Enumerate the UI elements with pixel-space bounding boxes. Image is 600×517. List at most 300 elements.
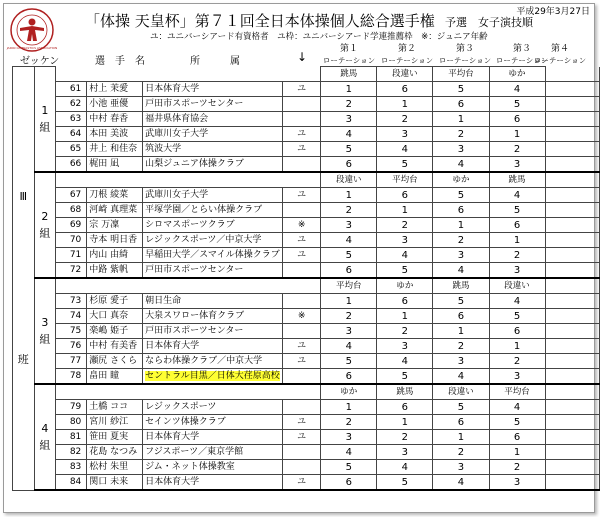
affiliation-text: セインツ体操クラブ: [145, 416, 226, 427]
start-order: 6: [489, 324, 545, 339]
apparatus-label: 平均台: [489, 384, 545, 400]
eligibility-mark: ユ: [283, 430, 321, 445]
athlete-name: 刀根 綾菜: [87, 188, 143, 203]
athlete-row: [13, 188, 600, 203]
eligibility-mark: [283, 112, 321, 127]
athlete-affiliation: [143, 294, 283, 309]
start-order: 3: [489, 263, 545, 279]
start-order: 4: [377, 248, 433, 263]
athlete-affiliation: [143, 475, 283, 491]
rotation-4-empty: [545, 188, 599, 203]
start-order: 1: [377, 97, 433, 112]
apparatus-empty: [545, 67, 599, 82]
group-number: 3: [41, 316, 49, 329]
start-order: 3: [321, 430, 377, 445]
athlete-row: [13, 248, 600, 263]
bib-number: 82: [56, 445, 87, 460]
athlete-affiliation: [143, 203, 283, 218]
start-order: 2: [377, 218, 433, 233]
rotation-4-empty: [545, 97, 599, 112]
start-order: 2: [489, 142, 545, 157]
start-order: 6: [321, 263, 377, 279]
athlete-row: [13, 415, 600, 430]
group-label: 組: [39, 227, 51, 240]
start-order: 6: [321, 369, 377, 385]
athlete-affiliation: [143, 127, 283, 142]
start-order: 4: [321, 127, 377, 142]
apparatus-empty: [545, 172, 599, 188]
start-order: 4: [433, 157, 489, 173]
athlete-name: 梶田 凪: [87, 157, 143, 173]
group-number: 1: [41, 104, 49, 117]
start-order: 1: [433, 324, 489, 339]
squad-label: 班: [17, 353, 29, 367]
athlete-name: 井上 和佳奈: [87, 142, 143, 157]
eligibility-mark: ユ: [283, 475, 321, 491]
affiliation-text: 朝日生命: [145, 295, 182, 306]
affiliation-text: 武庫川女子大学: [145, 128, 209, 139]
start-order: 3: [377, 339, 433, 354]
affiliation-text: レジックスポーツ／中京大学: [145, 234, 262, 245]
start-order: 1: [321, 82, 377, 97]
apparatus-label: 平均台: [433, 67, 489, 82]
eligibility-mark: [283, 400, 321, 415]
start-order: 6: [377, 188, 433, 203]
athlete-row: [13, 218, 600, 233]
group-cell: [34, 384, 56, 490]
apparatus-label: 平均台: [321, 278, 377, 294]
start-order: 1: [433, 430, 489, 445]
start-order: 4: [489, 82, 545, 97]
rotation-4-empty: [545, 475, 599, 491]
rotation-4-empty: [545, 339, 599, 354]
athlete-affiliation: [143, 157, 283, 173]
start-order: 3: [377, 233, 433, 248]
athlete-affiliation: [143, 339, 283, 354]
athlete-row: [13, 475, 600, 491]
start-order: 5: [321, 354, 377, 369]
start-order: 2: [433, 445, 489, 460]
eligibility-mark: ユ: [283, 415, 321, 430]
group-label: 組: [39, 439, 51, 452]
bib-number: 63: [56, 112, 87, 127]
start-order: 5: [433, 400, 489, 415]
name-header: 選 手 名: [95, 56, 145, 67]
affiliation-text: 戸田市スポーツセンター: [145, 264, 244, 275]
start-order-table: [12, 66, 600, 491]
start-order: 5: [489, 203, 545, 218]
eligibility-mark: [283, 294, 321, 309]
affiliation-text: 平塚学園／とらい体操クラブ: [145, 204, 263, 215]
rotation-4-empty: [545, 82, 599, 97]
athlete-row: [13, 430, 600, 445]
athlete-affiliation: [143, 324, 283, 339]
start-order: 2: [433, 339, 489, 354]
start-order: 3: [321, 218, 377, 233]
bib-header: ゼッケン: [20, 56, 60, 67]
athlete-row: [13, 112, 600, 127]
group-cell: [34, 67, 56, 173]
athlete-row: [13, 445, 600, 460]
start-order: 1: [377, 309, 433, 324]
start-order: 1: [489, 445, 545, 460]
start-order: 6: [377, 400, 433, 415]
athlete-row: [13, 369, 600, 385]
affiliation-header: 所 属: [190, 56, 240, 67]
affiliation-text: 武庫川女子大学: [145, 189, 209, 200]
start-order: 2: [321, 415, 377, 430]
start-order: 4: [377, 460, 433, 475]
start-order: 2: [377, 324, 433, 339]
start-order: 2: [377, 112, 433, 127]
eligibility-mark: [283, 157, 321, 173]
apparatus-row: [13, 278, 600, 294]
affiliation-text: 福井県体育協会: [145, 113, 209, 124]
apparatus-label: 段違い: [377, 67, 433, 82]
start-order: 1: [433, 218, 489, 233]
start-order: 3: [433, 142, 489, 157]
bib-number: 76: [56, 339, 87, 354]
eligibility-mark: ※: [283, 218, 321, 233]
start-order: 2: [321, 97, 377, 112]
start-order: 2: [321, 203, 377, 218]
bib-number: 79: [56, 400, 87, 415]
apparatus-empty: [545, 384, 599, 400]
rotation-4-empty: [545, 218, 599, 233]
bib-number: 61: [56, 82, 87, 97]
affiliation-text: 日本体育大学: [145, 83, 200, 94]
eligibility-mark: [283, 203, 321, 218]
start-order: 5: [433, 82, 489, 97]
group-number: 2: [41, 210, 49, 223]
group-cell: [34, 172, 56, 278]
athlete-affiliation: [143, 460, 283, 475]
athlete-affiliation: [143, 354, 283, 369]
start-order: 1: [433, 112, 489, 127]
athlete-affiliation: [143, 218, 283, 233]
start-order: 4: [433, 263, 489, 279]
apparatus-label: 段違い: [433, 384, 489, 400]
athlete-name: 宮川 紗江: [87, 415, 143, 430]
start-order: 4: [489, 400, 545, 415]
eligibility-mark: ユ: [283, 142, 321, 157]
athlete-name: 花島 なつみ: [87, 445, 143, 460]
start-order: 1: [377, 415, 433, 430]
start-order: 5: [433, 294, 489, 309]
bib-number: 65: [56, 142, 87, 157]
start-order: 3: [433, 460, 489, 475]
start-order: 6: [433, 97, 489, 112]
rotation-4-empty: [545, 400, 599, 415]
eligibility-mark: ユ: [283, 233, 321, 248]
affiliation-text: 早稲田大学／スマイル体操クラブ: [145, 249, 280, 260]
rotation-3b-header: 第３ ローテーション: [495, 44, 549, 65]
start-order: 6: [377, 294, 433, 309]
apparatus-spacer: [56, 278, 321, 294]
athlete-name: 関口 未来: [87, 475, 143, 491]
apparatus-label: ゆか: [433, 172, 489, 188]
rotation-4-empty: [545, 324, 599, 339]
athlete-row: [13, 294, 600, 309]
start-order: 6: [489, 112, 545, 127]
rotation-4-empty: [545, 248, 599, 263]
arrow-icon: ↓: [297, 50, 308, 64]
bib-number: 66: [56, 157, 87, 173]
start-order: 3: [321, 324, 377, 339]
athlete-row: [13, 142, 600, 157]
start-order: 6: [433, 203, 489, 218]
athlete-affiliation: [143, 248, 283, 263]
rotation-4-empty: [545, 369, 599, 385]
athlete-affiliation: [143, 233, 283, 248]
start-order: 3: [433, 248, 489, 263]
affiliation-text: ならわ体操クラブ／中京大学: [145, 355, 263, 366]
start-order: 5: [489, 97, 545, 112]
start-order: 6: [433, 309, 489, 324]
apparatus-label: ゆか: [321, 384, 377, 400]
rotation-2-header: 第２ ローテーション: [380, 44, 434, 65]
start-order: 4: [321, 339, 377, 354]
page-title: 「体操 天皇杯」第７１回全日本体操個人総合選手権: [85, 12, 435, 30]
athlete-row: [13, 263, 600, 279]
affiliation-text: セントラル目黒／日体大荏原高校: [145, 370, 280, 381]
athlete-affiliation: [143, 415, 283, 430]
eligibility-mark: [283, 324, 321, 339]
athlete-affiliation: [143, 188, 283, 203]
squad-cell: [13, 67, 35, 491]
athlete-row: [13, 460, 600, 475]
start-order: 5: [377, 263, 433, 279]
rotation-4-empty: [545, 460, 599, 475]
start-order: 1: [321, 400, 377, 415]
apparatus-label: 跳馬: [321, 67, 377, 82]
start-order: 2: [433, 233, 489, 248]
bib-number: 69: [56, 218, 87, 233]
start-order: 4: [321, 233, 377, 248]
athlete-name: 中村 春香: [87, 112, 143, 127]
start-order: 2: [489, 248, 545, 263]
rotation-4-empty: [545, 309, 599, 324]
start-order: 6: [433, 415, 489, 430]
athlete-affiliation: [143, 430, 283, 445]
eligibility-mark: [283, 369, 321, 385]
start-order: 4: [433, 369, 489, 385]
rotation-4-empty: [545, 430, 599, 445]
athlete-name: 小池 亜優: [87, 97, 143, 112]
eligibility-mark: ユ: [283, 248, 321, 263]
athlete-name: 土橋 ココ: [87, 400, 143, 415]
apparatus-spacer: [56, 172, 321, 188]
start-order: 1: [321, 294, 377, 309]
start-order: 2: [377, 430, 433, 445]
start-order: 6: [321, 157, 377, 173]
start-order: 5: [321, 248, 377, 263]
athlete-row: [13, 400, 600, 415]
bib-number: 80: [56, 415, 87, 430]
rotation-4-empty: [545, 157, 599, 173]
apparatus-empty: [545, 278, 599, 294]
date-label: 平成29年3月27日: [516, 7, 590, 17]
start-order: 2: [489, 460, 545, 475]
start-order: 1: [489, 339, 545, 354]
athlete-name: 瀬尻 さくら: [87, 354, 143, 369]
bib-number: 67: [56, 188, 87, 203]
bib-number: 68: [56, 203, 87, 218]
athlete-row: [13, 82, 600, 97]
athlete-name: 中村 有美香: [87, 339, 143, 354]
rotation-3-header: 第３ ローテーション: [438, 44, 492, 65]
apparatus-row: [13, 67, 600, 82]
start-order: 4: [433, 475, 489, 491]
start-order: 5: [377, 157, 433, 173]
affiliation-text: 日本体育大学: [145, 476, 200, 487]
group-cell: [34, 278, 56, 384]
bib-number: 77: [56, 354, 87, 369]
apparatus-label: 段違い: [489, 278, 545, 294]
athlete-name: 畠田 瞳: [87, 369, 143, 385]
group-label: 組: [39, 333, 51, 346]
athlete-name: 笹田 夏実: [87, 430, 143, 445]
start-order: 2: [489, 354, 545, 369]
bib-number: 83: [56, 460, 87, 475]
affiliation-text: ジム・ネット体操教室: [145, 461, 235, 472]
apparatus-label: 跳馬: [433, 278, 489, 294]
apparatus-label: ゆか: [489, 67, 545, 82]
start-order: 4: [377, 142, 433, 157]
affiliation-text: 筑波大学: [145, 143, 182, 154]
stage-label: 予選 女子演技順: [445, 16, 533, 29]
athlete-affiliation: [143, 263, 283, 279]
start-order: 6: [489, 430, 545, 445]
athlete-name: 中路 紫帆: [87, 263, 143, 279]
athlete-name: 宗 万凜: [87, 218, 143, 233]
start-order: 1: [377, 203, 433, 218]
affiliation-text: 山梨ジュニア体操クラブ: [145, 158, 244, 169]
start-order: 3: [489, 369, 545, 385]
start-order: 5: [433, 188, 489, 203]
eligibility-mark: ユ: [283, 354, 321, 369]
athlete-row: [13, 354, 600, 369]
eligibility-mark: [283, 97, 321, 112]
start-order: 4: [377, 354, 433, 369]
rotation-4-empty: [545, 415, 599, 430]
rotation-4-header: 第４ ローテーション: [533, 44, 587, 65]
apparatus-label: 跳馬: [377, 384, 433, 400]
apparatus-row: [13, 172, 600, 188]
group-number: 4: [41, 422, 49, 435]
start-order: 5: [377, 369, 433, 385]
athlete-row: [13, 309, 600, 324]
affiliation-text: 戸田市スポーツセンター: [145, 98, 244, 109]
bib-number: 70: [56, 233, 87, 248]
affiliation-text: 大泉スワロー体育クラブ: [145, 310, 245, 321]
association-logo: [6, 8, 58, 52]
bib-number: 75: [56, 324, 87, 339]
apparatus-label: 跳馬: [489, 172, 545, 188]
start-order: 1: [489, 233, 545, 248]
start-order: 3: [433, 354, 489, 369]
eligibility-mark: ユ: [283, 127, 321, 142]
athlete-name: 楽嶋 姫子: [87, 324, 143, 339]
start-order: 4: [489, 294, 545, 309]
athlete-affiliation: [143, 309, 283, 324]
eligibility-mark: ユ: [283, 339, 321, 354]
athlete-affiliation: [143, 97, 283, 112]
bib-number: 71: [56, 248, 87, 263]
start-order: 3: [377, 445, 433, 460]
eligibility-mark: ユ: [283, 82, 321, 97]
eligibility-mark: ※: [283, 309, 321, 324]
eligibility-mark: [283, 445, 321, 460]
squad-number: Ⅲ: [19, 190, 28, 204]
athlete-row: [13, 127, 600, 142]
start-order: 2: [433, 127, 489, 142]
apparatus-row: [13, 384, 600, 400]
rotation-4-empty: [545, 112, 599, 127]
affiliation-text: レジックスポーツ: [145, 401, 217, 412]
athlete-name: 大口 真奈: [87, 309, 143, 324]
athlete-name: 内山 由綺: [87, 248, 143, 263]
athlete-affiliation: [143, 400, 283, 415]
start-order: 4: [489, 188, 545, 203]
rotation-4-empty: [545, 354, 599, 369]
start-order: 3: [489, 157, 545, 173]
start-order: 3: [377, 127, 433, 142]
rotation-4-empty: [545, 203, 599, 218]
start-order: 5: [321, 460, 377, 475]
eligibility-mark: [283, 263, 321, 279]
apparatus-spacer: [56, 384, 321, 400]
bib-number: 84: [56, 475, 87, 491]
start-order: 1: [321, 188, 377, 203]
athlete-affiliation: [143, 142, 283, 157]
rotation-4-empty: [545, 263, 599, 279]
rotation-4-empty: [545, 127, 599, 142]
athlete-row: [13, 233, 600, 248]
athlete-name: 本田 美波: [87, 127, 143, 142]
group-label: 組: [39, 121, 51, 134]
rotation-4-empty: [545, 294, 599, 309]
eligibility-mark: [283, 460, 321, 475]
affiliation-text: 戸田市スポーツセンター: [145, 325, 244, 336]
bib-number: 62: [56, 97, 87, 112]
athlete-name: 河崎 真理菜: [87, 203, 143, 218]
apparatus-label: 平均台: [377, 172, 433, 188]
start-order: 2: [321, 309, 377, 324]
start-order: 5: [377, 475, 433, 491]
start-order: 6: [489, 218, 545, 233]
athlete-affiliation: [143, 445, 283, 460]
bib-number: 64: [56, 127, 87, 142]
bib-number: 74: [56, 309, 87, 324]
athlete-name: 松村 朱里: [87, 460, 143, 475]
start-order: 4: [321, 445, 377, 460]
athlete-row: [13, 339, 600, 354]
apparatus-spacer: [56, 67, 321, 82]
start-order: 1: [489, 127, 545, 142]
rotation-4-empty: [545, 445, 599, 460]
affiliation-text: シロマスポーツクラブ: [145, 219, 235, 230]
legend: ユ：ユニバーシアード有資格者 ユ枠：ユニバーシアード学連推薦枠 ※：ジュニア年齢: [150, 32, 488, 42]
athlete-name: 村上 茉愛: [87, 82, 143, 97]
start-order: 5: [321, 142, 377, 157]
bib-number: 78: [56, 369, 87, 385]
athlete-name: 寺本 明日香: [87, 233, 143, 248]
bib-number: 81: [56, 430, 87, 445]
start-order: 3: [489, 475, 545, 491]
athlete-row: [13, 157, 600, 173]
athlete-affiliation: [143, 82, 283, 97]
